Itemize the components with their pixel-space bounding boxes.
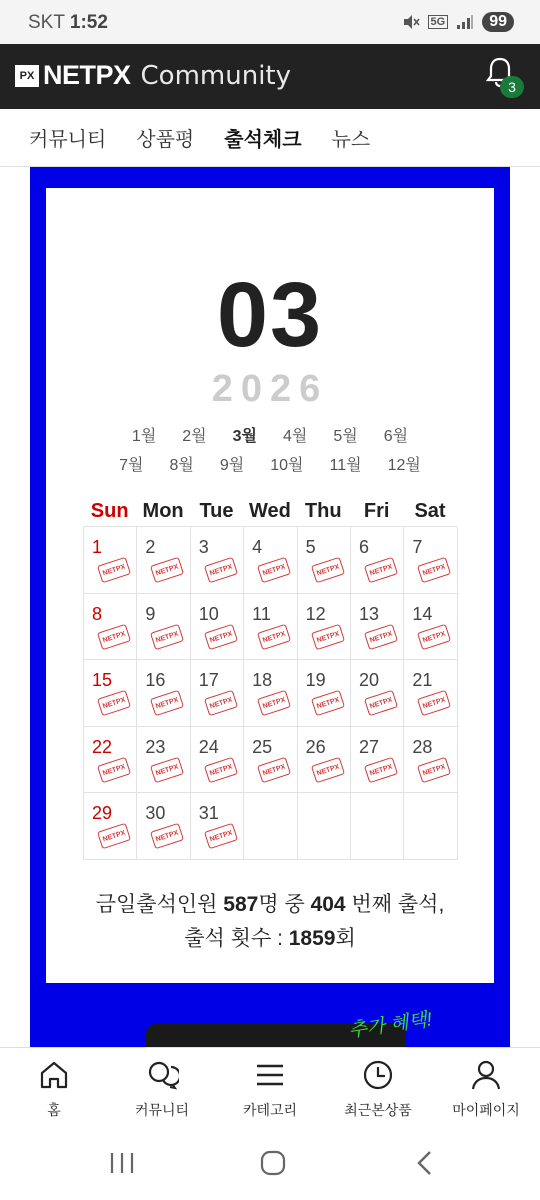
calendar-day[interactable] (84, 727, 137, 794)
weekday-label: Thu (304, 500, 342, 522)
summary-text: 명 중 (258, 893, 311, 916)
month-option[interactable]: 7월 (119, 457, 144, 474)
weekday-header (83, 500, 457, 526)
attendance-summary (46, 888, 494, 956)
day-number: 1 (92, 537, 103, 557)
nav-mypage[interactable] (432, 1048, 540, 1130)
calendar-day[interactable] (137, 594, 190, 661)
netpx-logo[interactable] (15, 60, 291, 91)
month-option[interactable]: 12월 (387, 457, 421, 474)
attendance-stamp-icon: NETPX (97, 557, 131, 583)
calendar-day[interactable] (351, 660, 404, 727)
day-number: 30 (145, 803, 166, 823)
home-button-icon[interactable] (259, 1150, 287, 1176)
calendar-day[interactable] (298, 727, 351, 794)
attendance-stamp-icon: NETPX (257, 557, 291, 583)
calendar-grid (83, 526, 457, 860)
nav-category[interactable] (216, 1048, 324, 1130)
calendar-day[interactable] (244, 594, 297, 661)
calendar-day[interactable] (404, 660, 457, 727)
attendance-stamp-icon: NETPX (311, 690, 345, 716)
attendance-card (46, 188, 494, 983)
month-option[interactable]: 5월 (333, 428, 358, 445)
month-option[interactable]: 6월 (383, 428, 409, 445)
day-number: 14 (412, 603, 433, 624)
total-attendance-count: 1859 (288, 927, 336, 950)
mute-icon (402, 14, 420, 30)
attendance-stamp-icon: NETPX (150, 623, 184, 649)
home-icon (37, 1058, 71, 1092)
attendance-calendar (83, 500, 457, 860)
attendance-stamp-icon: NETPX (257, 690, 291, 716)
attendance-stamp-icon: NETPX (150, 756, 184, 782)
day-number: 7 (412, 537, 423, 557)
attendance-stamp-icon: NETPX (364, 557, 398, 583)
calendar-day[interactable] (84, 793, 137, 860)
day-number: 23 (145, 736, 166, 757)
attendance-section (30, 167, 510, 1047)
day-number: 25 (252, 736, 273, 757)
weekday-label: Fri (363, 500, 390, 522)
day-number: 15 (92, 670, 113, 690)
system-navigation (0, 1130, 540, 1200)
summary-label: 출석 횟수 : (184, 927, 289, 950)
nav-community[interactable] (108, 1048, 216, 1130)
main-tabs (0, 109, 540, 167)
calendar-day[interactable] (298, 527, 351, 594)
menu-icon (253, 1058, 287, 1092)
nav-home[interactable] (0, 1048, 108, 1130)
attendance-stamp-icon: NETPX (417, 623, 451, 649)
day-number: 12 (305, 603, 326, 624)
calendar-day[interactable] (298, 660, 351, 727)
attendance-stamp-icon: NETPX (257, 756, 291, 782)
notification-button[interactable] (484, 56, 524, 96)
summary-text: 회 (335, 927, 356, 950)
tab-reviews[interactable]: 상품평 (136, 129, 195, 151)
nav-label: 최근본상품 (344, 1102, 412, 1118)
weekday-label: Mon (142, 500, 184, 522)
back-icon[interactable] (412, 1150, 440, 1176)
nav-label: 마이페이지 (452, 1102, 520, 1118)
tab-community[interactable]: 커뮤니티 (29, 129, 107, 151)
weekday-label: Wed (248, 500, 291, 522)
calendar-day[interactable] (84, 527, 137, 594)
day-number: 13 (358, 603, 379, 624)
calendar-day[interactable] (191, 793, 244, 860)
month-option[interactable]: 8월 (169, 457, 194, 474)
attendance-stamp-icon: NETPX (311, 557, 345, 583)
month-row (46, 423, 494, 446)
month-option[interactable]: 10월 (270, 457, 304, 474)
calendar-day[interactable] (351, 727, 404, 794)
calendar-day[interactable] (191, 594, 244, 661)
day-number: 11 (252, 603, 271, 624)
calendar-day[interactable] (404, 527, 457, 594)
chat-icon (145, 1058, 179, 1092)
day-number: 5 (305, 537, 316, 557)
calendar-day[interactable] (244, 727, 297, 794)
calendar-day[interactable] (298, 594, 351, 661)
day-number: 27 (358, 736, 379, 757)
attendance-stamp-icon: NETPX (417, 557, 451, 583)
network-type: 5G (428, 15, 449, 29)
month-option[interactable]: 3월 (232, 428, 257, 445)
battery-level: 99 (482, 12, 514, 32)
day-number: 16 (145, 670, 166, 690)
calendar-day[interactable] (137, 527, 190, 594)
day-number: 10 (198, 603, 219, 624)
month-option[interactable]: 2월 (182, 428, 207, 445)
attendance-stamp-icon: NETPX (97, 623, 131, 649)
calendar-day[interactable] (137, 660, 190, 727)
calendar-day[interactable] (244, 527, 297, 594)
status-bar (0, 0, 540, 44)
attendance-rank: 404 (310, 893, 346, 916)
month-option[interactable]: 11월 (329, 457, 362, 474)
attendance-stamp-icon: NETPX (97, 756, 131, 782)
promo-label: 추가 혜택! (347, 1009, 434, 1042)
calendar-day[interactable] (244, 660, 297, 727)
signal-icon (456, 14, 474, 30)
day-number: 21 (412, 670, 433, 690)
notification-badge: 3 (500, 76, 524, 98)
clock-icon (361, 1058, 395, 1092)
attendance-stamp-icon: NETPX (417, 690, 451, 716)
day-number: 3 (198, 537, 209, 557)
nav-label: 커뮤니티 (134, 1102, 190, 1118)
day-number: 17 (198, 670, 219, 690)
clock: 1:52 (69, 12, 108, 33)
day-number: 19 (305, 670, 326, 690)
bottom-navigation (0, 1047, 540, 1130)
current-year: 2026 (211, 368, 329, 410)
attendance-stamp-icon: NETPX (204, 690, 238, 716)
calendar-day[interactable] (404, 727, 457, 794)
summary-label: 금일출석인원 (95, 893, 224, 916)
current-month-number: 03 (216, 264, 324, 366)
attendance-stamp-icon: NETPX (364, 623, 398, 649)
month-row (46, 452, 494, 475)
attendance-stamp-icon: NETPX (204, 557, 238, 583)
nav-label: 홈 (47, 1102, 61, 1118)
attendance-stamp-icon: NETPX (417, 756, 451, 782)
summary-text: 번째 출석, (345, 893, 445, 916)
weekday-label: Tue (199, 500, 234, 522)
calendar-day (298, 793, 351, 860)
day-number: 9 (145, 603, 156, 624)
day-number: 6 (358, 537, 369, 557)
nav-label: 카테고리 (242, 1102, 298, 1118)
attendance-stamp-icon: NETPX (150, 823, 184, 849)
calendar-day[interactable] (191, 527, 244, 594)
summary-line-1 (46, 888, 494, 922)
calendar-day (404, 793, 457, 860)
month-option[interactable]: 9월 (219, 457, 245, 474)
user-icon (469, 1058, 503, 1092)
calendar-day[interactable] (351, 594, 404, 661)
attendance-stamp-icon: NETPX (257, 623, 291, 649)
attendance-stamp-icon: NETPX (97, 690, 131, 716)
attendance-stamp-icon: NETPX (311, 756, 345, 782)
today-attendance-count: 587 (223, 893, 259, 916)
day-number: 8 (92, 603, 103, 624)
weekday-label: Sun (90, 500, 129, 522)
nav-recent[interactable] (324, 1048, 432, 1130)
attendance-stamp-icon: NETPX (311, 623, 345, 649)
attendance-stamp-icon: NETPX (97, 823, 131, 849)
weekday-label: Sat (414, 500, 446, 522)
day-number: 26 (305, 736, 326, 757)
day-number: 2 (145, 537, 156, 557)
attendance-stamp-icon: NETPX (204, 756, 238, 782)
attendance-stamp-icon: NETPX (150, 690, 184, 716)
attendance-stamp-icon: NETPX (204, 823, 238, 849)
carrier: SKT (28, 12, 65, 33)
day-number: 22 (92, 736, 113, 757)
calendar-day (244, 793, 297, 860)
month-option[interactable]: 1월 (131, 428, 157, 445)
calendar-day[interactable] (351, 527, 404, 594)
summary-line-2 (46, 922, 494, 956)
tab-attendance[interactable]: 출석체크 (224, 129, 302, 151)
recent-apps-icon[interactable] (108, 1150, 136, 1176)
attendance-stamp-icon: NETPX (364, 690, 398, 716)
month-selector (46, 423, 494, 481)
day-number: 18 (252, 670, 273, 690)
calendar-day[interactable] (84, 594, 137, 661)
calendar-day[interactable] (404, 594, 457, 661)
calendar-day[interactable] (191, 727, 244, 794)
month-option[interactable]: 4월 (283, 428, 308, 445)
day-number: 28 (412, 736, 433, 757)
calendar-day (351, 793, 404, 860)
attendance-stamp-icon: NETPX (364, 756, 398, 782)
tab-news[interactable]: 뉴스 (331, 129, 371, 151)
calendar-day[interactable] (137, 793, 190, 860)
day-number: 31 (198, 803, 219, 823)
day-number: 29 (92, 803, 113, 823)
logo-mark: PX (15, 65, 39, 87)
app-header (0, 44, 540, 109)
attendance-stamp-icon: NETPX (204, 623, 238, 649)
logo-subtitle: Community (140, 60, 292, 91)
day-number: 4 (252, 537, 263, 557)
calendar-day[interactable] (137, 727, 190, 794)
calendar-day[interactable] (84, 660, 137, 727)
calendar-day[interactable] (191, 660, 244, 727)
logo-text: NETPX (43, 60, 131, 90)
day-number: 20 (358, 670, 379, 690)
day-number: 24 (198, 736, 219, 757)
attendance-stamp-icon: NETPX (150, 557, 184, 583)
